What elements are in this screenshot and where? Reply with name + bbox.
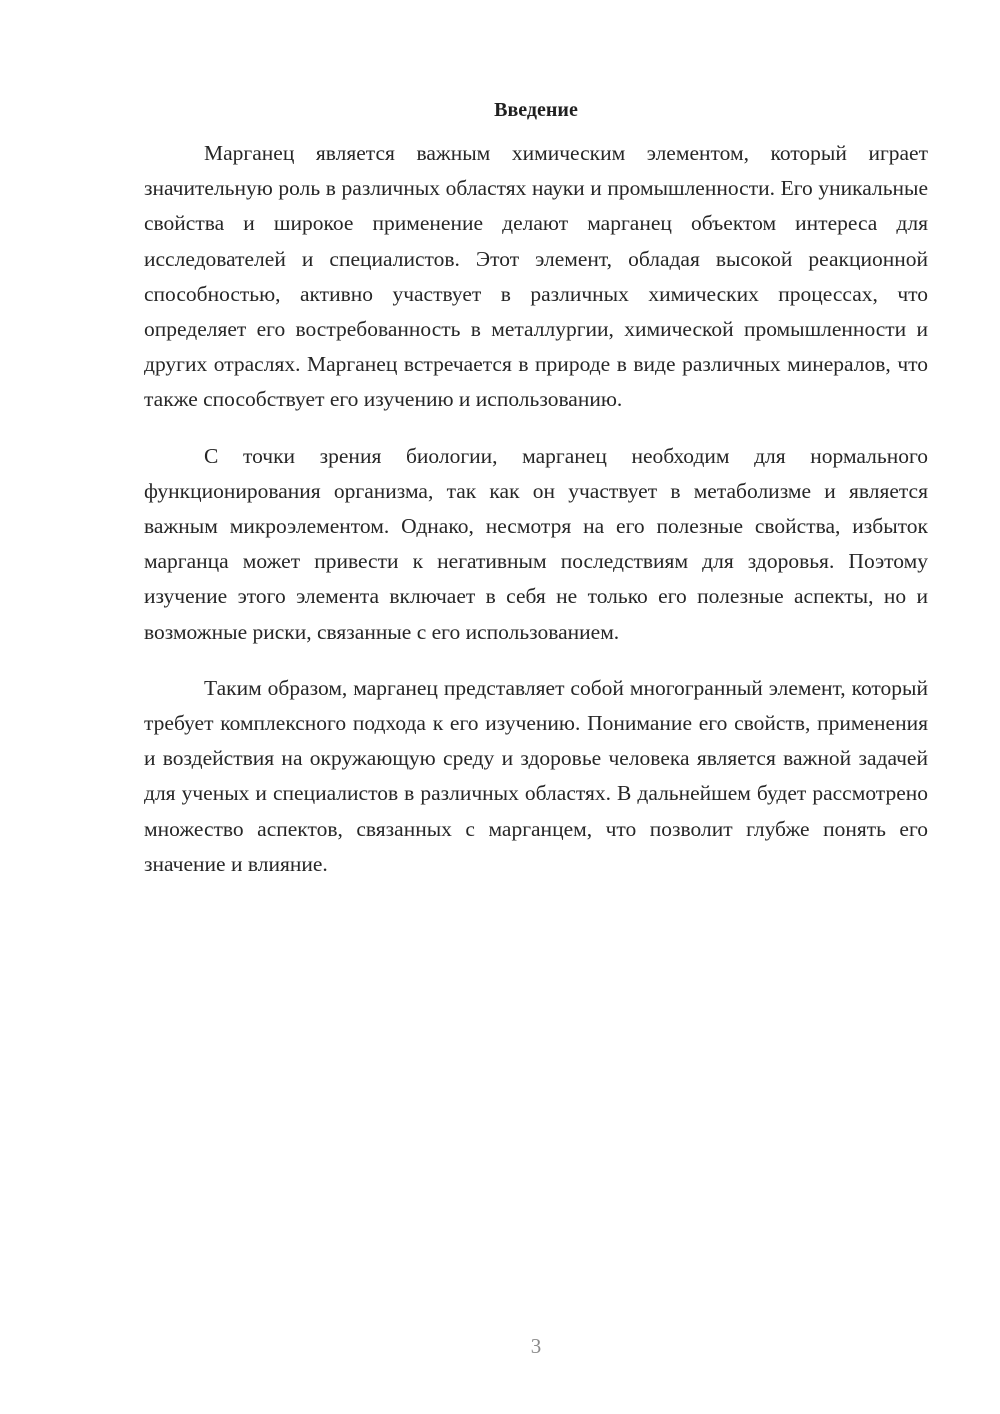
paragraph-3: Таким образом, марганец представляет собой многогранный элемент, который требует комплексного подхода к его изучению. Понимание его свойств, применения и воздействия на окружающую среду и здоровье человека является важной задачей для ученых и специалистов в различных областях. В дальнейшем будет рассмотрено множество аспектов, связанных с марганцем, что позволит глубже понять его значение и влияние. (144, 675, 928, 876)
paragraph-1: Марганец является важным химическим элементом, который играет значительную роль в различных областях науки и промышленности. Его уникальные свойства и широкое применение делают марганец объектом интереса для исследователей и специалистов. Этот элемент, обладая высокой реакционной способностью, активно участвует в различных химических процессах, что определяет его востребованность в металлургии, химической промышленности и других отраслях. Марганец встречается в природе в виде различных минералов, что также способствует его изучению и использованию. (144, 141, 928, 412)
paragraph-2: С точки зрения биологии, марганец необходим для нормального функционирования организма, так как он участвует в метаболизме и является важным микроэлементом. Однако, несмотря на его полезные свойства, избыток марганца может привести к негативным последствиям для здоровья. Поэтому изучение этого элемента включает в себя не только его полезные аспекты, но и возможные риски, связанные с его использованием. (144, 443, 928, 644)
section-heading: Введение (494, 99, 578, 121)
page-content (144, 94, 928, 903)
page-number: 3 (530, 1334, 542, 1358)
